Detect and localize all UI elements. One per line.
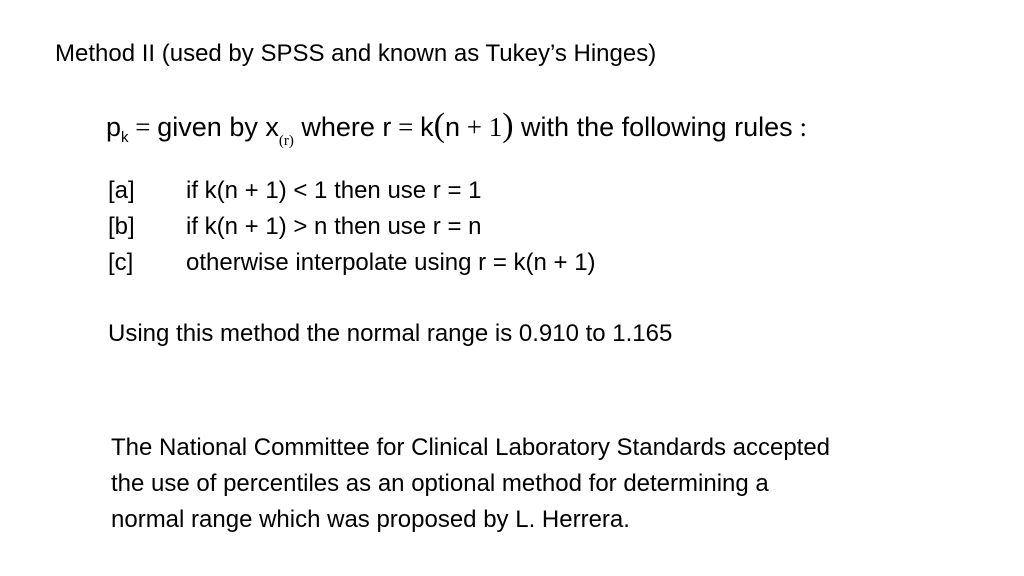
note-line: the use of percentiles as an optional method for determining a [111, 470, 769, 497]
formula-tail: with the following rules [513, 112, 793, 142]
formula-p: p [106, 112, 122, 142]
formula-close-paren: ) [502, 107, 514, 144]
formula-open-paren: ( [433, 107, 445, 144]
nccls-note [111, 430, 961, 538]
normal-range-result: Using this method the normal range is 0.910 to 1.165 [108, 320, 673, 347]
formula-equals-2: = [391, 112, 421, 142]
rule-text: if k(n + 1) < 1 then use r = 1 [186, 177, 482, 204]
formula-k: k [420, 112, 434, 142]
percentile-formula [106, 109, 807, 153]
note-line: The National Committee for Clinical Laboratory Standards accepted [111, 434, 831, 461]
formula-colon: : [792, 112, 807, 142]
rule-b [108, 209, 596, 245]
rule-tag: [c] [108, 249, 134, 276]
formula-x: x [265, 112, 279, 142]
formula-one: 1 [488, 112, 503, 142]
formula-n: n [444, 112, 460, 142]
rule-text: if k(n + 1) > n then use r = n [186, 213, 482, 240]
slide-heading: Method II (used by SPSS and known as Tukey’s Hinges) [55, 40, 657, 67]
formula-p-subscript: k [121, 129, 129, 146]
rule-tag: [b] [108, 213, 135, 240]
formula-where: where [293, 112, 383, 142]
rule-c [108, 245, 596, 281]
formula-equals: = [128, 112, 158, 142]
note-line: normal range which was proposed by L. Herrera. [111, 506, 630, 533]
formula-x-subscript: (r) [278, 133, 294, 149]
rule-a [108, 173, 596, 209]
rule-text: otherwise interpolate using r = k(n + 1) [186, 249, 596, 276]
formula-plus: + [459, 112, 489, 142]
formula-given-by: given by [157, 112, 266, 142]
rule-tag: [a] [108, 177, 135, 204]
rules-list [108, 173, 596, 281]
formula-r: r [382, 112, 392, 142]
